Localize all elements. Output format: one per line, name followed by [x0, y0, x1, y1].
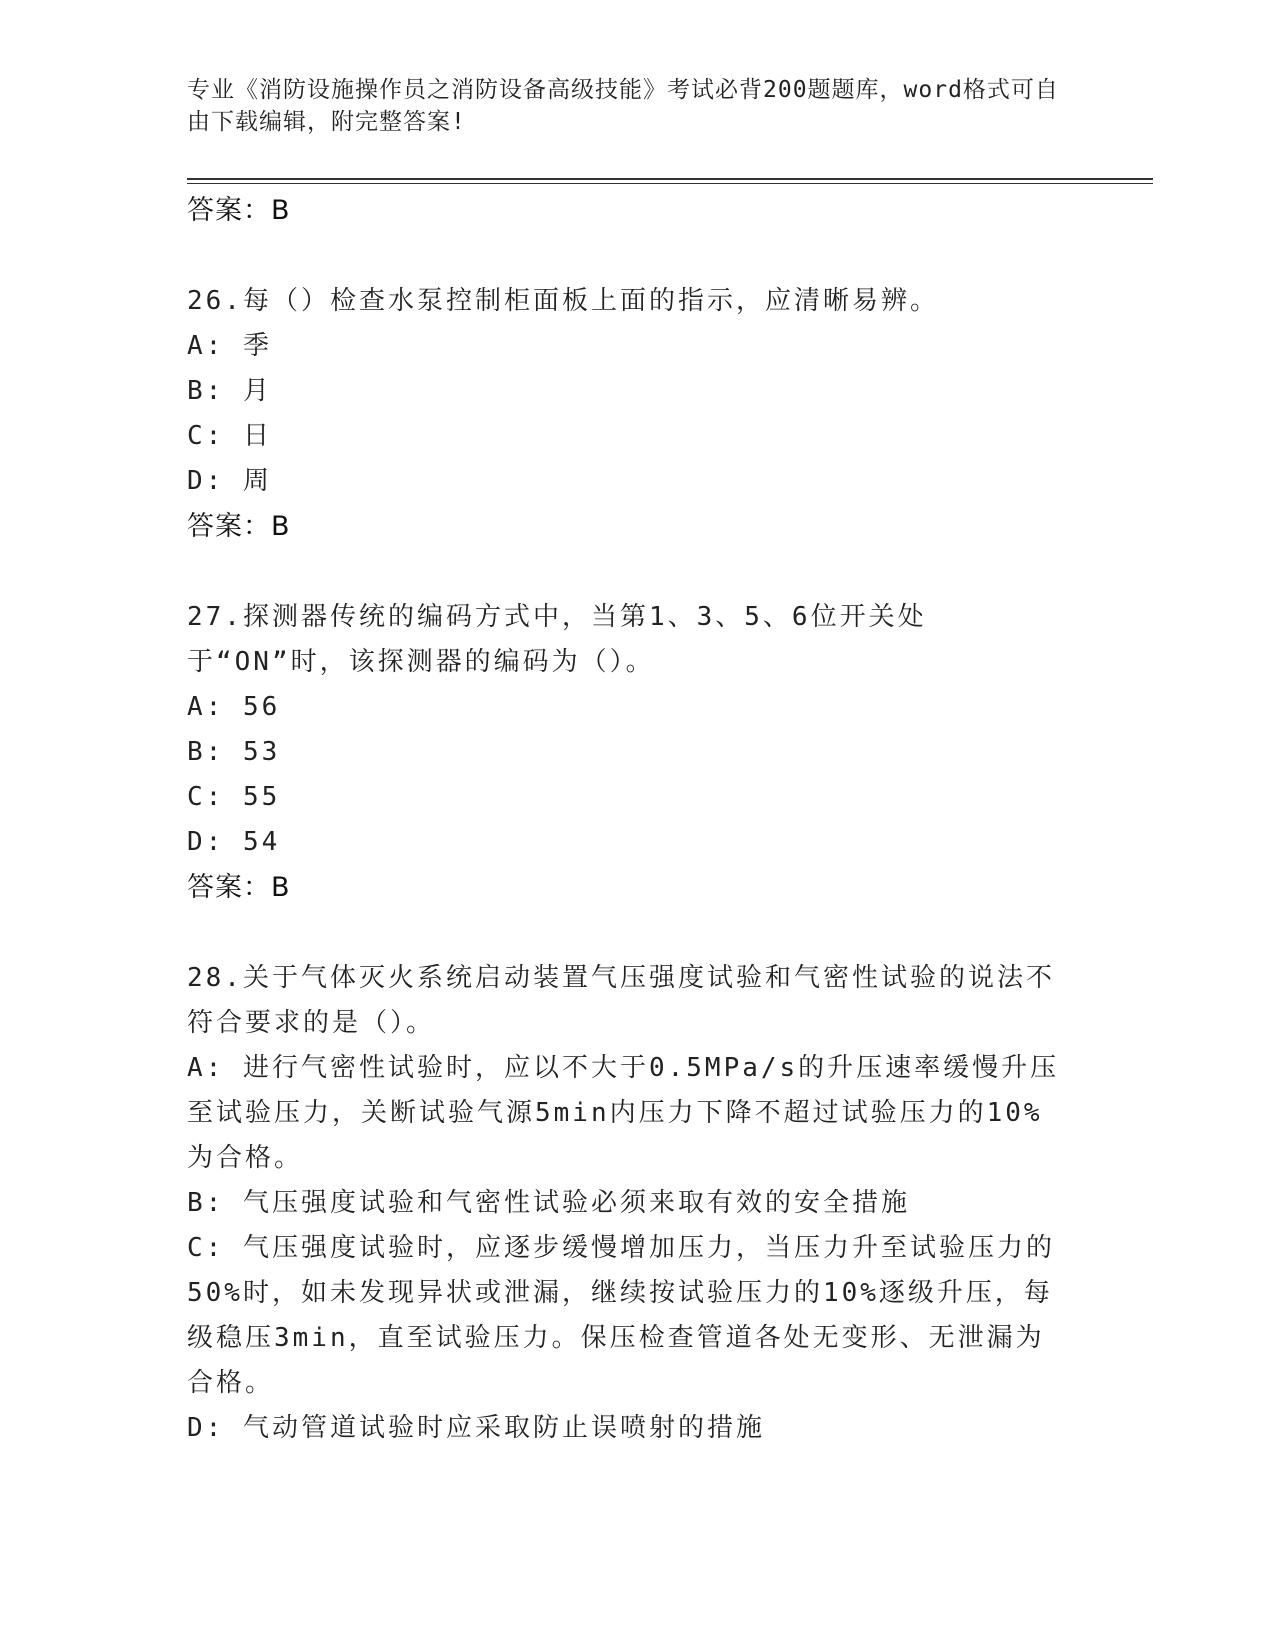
- answer-line: 答案：B: [187, 511, 291, 542]
- question-stem: 28.关于气体灭火系统启动装置气压强度试验和气密性试验的说法不符合要求的是（）。: [187, 963, 1055, 1038]
- option-b: B: 53: [187, 737, 281, 767]
- answer-line: 答案：B: [187, 195, 291, 226]
- option-d: D: 周: [187, 466, 272, 496]
- question-list: [187, 188, 1067, 1451]
- question-27: [187, 595, 1067, 910]
- option-c: C: 日: [187, 421, 272, 451]
- header-divider-thin: [187, 183, 1153, 184]
- option-d: D: 54: [187, 827, 281, 857]
- answer-line: 答案：B: [187, 872, 291, 903]
- option-d: D: 气动管道试验时应采取防止误喷射的措施: [187, 1413, 765, 1443]
- option-c: C: 气压强度试验时，应逐步缓慢增加压力，当压力升至试验压力的50%时，如未发现异状或泄漏，继续按试验压力的10%逐级升压，每级稳压3min，直至试验压力。保压检查管道各处无变形、无泄漏为合格。: [187, 1233, 1055, 1398]
- header-note: 专业《消防设施操作员之消防设备高级技能》考试必背200题题库，word格式可自由下载编辑，附完整答案!: [187, 77, 1059, 135]
- question-28: [187, 956, 1067, 1451]
- question-stem: 26.每（）检查水泵控制柜面板上面的指示，应清晰易辨。: [187, 286, 939, 316]
- option-b: B: 气压强度试验和气密性试验必须来取有效的安全措施: [187, 1188, 910, 1218]
- header-divider-thick: [187, 178, 1153, 180]
- option-c: C: 55: [187, 782, 281, 812]
- option-a: A: 进行气密性试验时，应以不大于0.5MPa/s的升压速率缓慢升压至试验压力，关断试验气源5min内压力下降不超过试验压力的10%为合格。: [187, 1053, 1060, 1173]
- question-26: [187, 279, 1067, 549]
- option-b: B: 月: [187, 376, 272, 406]
- question-stem: 27.探测器传统的编码方式中，当第1、3、5、6位开关处于“ON”时，该探测器的编码为（）。: [187, 602, 927, 677]
- option-a: A: 56: [187, 692, 281, 722]
- option-a: A: 季: [187, 331, 272, 361]
